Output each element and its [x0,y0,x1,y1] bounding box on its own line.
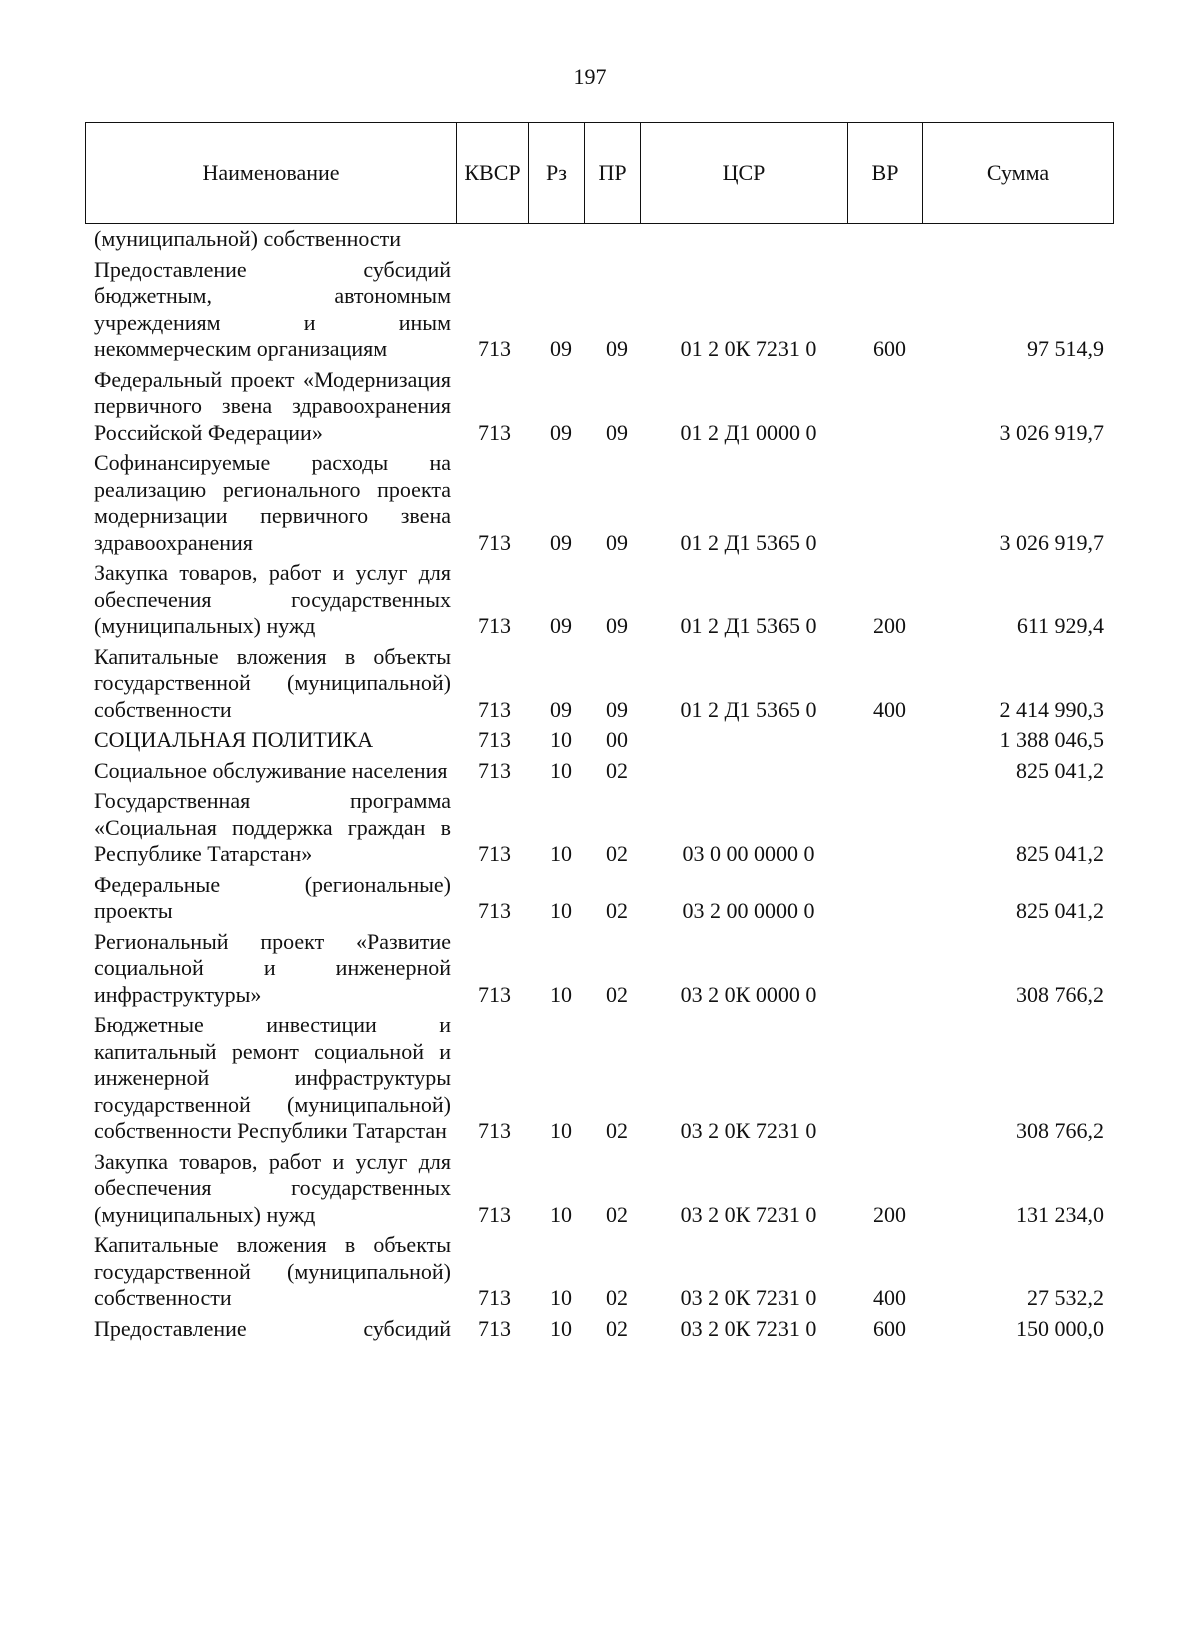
header-rz: Рз [529,123,585,224]
row-vr: 600 [873,336,906,361]
row-csr: 03 0 00 0000 0 [682,841,815,866]
row-kvsr: 713 [478,336,511,361]
table-row [85,1012,1113,1145]
row-csr: 03 2 0К 0000 0 [680,981,817,1007]
row-pr: 02 [606,757,628,783]
header-sum: Сумма [923,123,1114,224]
table-header [85,122,1114,224]
row-rz: 09 [550,419,572,445]
row-csr: 01 2 0К 7231 0 [680,336,817,361]
header-csr: ЦСР [641,123,848,224]
page-number: 197 [573,64,607,89]
row-kvsr: 713 [478,757,511,783]
row-sum: 97 514,9 [1027,336,1104,361]
row-sum: 3 026 919,7 [999,529,1104,555]
row-name: СОЦИАЛЬНАЯ ПОЛИТИКА [94,727,374,752]
table-row [85,788,1113,868]
row-csr: 03 2 00 0000 0 [682,898,815,923]
row-rz: 09 [550,529,572,555]
table-row [85,929,1113,1009]
row-rz: 10 [550,981,572,1007]
row-sum: 3 026 919,7 [999,419,1104,445]
table-body [85,226,1113,1346]
row-pr: 09 [606,336,628,361]
row-name: Предоставление субсидий бюджетным, автономным учреждениям и иным некоммерческим организациям [94,256,451,361]
header-pr: ПР [585,123,641,224]
row-pr: 09 [606,613,628,638]
row-kvsr: 713 [478,1315,511,1341]
table-row [85,367,1113,447]
row-pr: 02 [606,1285,628,1310]
row-pr: 02 [606,1118,628,1143]
row-kvsr: 713 [478,727,511,752]
row-name: Капитальные вложения в объекты государственной (муниципальной) собственности [94,1232,451,1310]
row-rz: 10 [550,1315,572,1341]
row-kvsr: 713 [478,1285,511,1310]
row-rz: 10 [550,727,572,752]
row-csr: 01 2 Д1 5365 0 [680,529,817,555]
row-name: Федеральный проект «Модернизация первичного звена здравоохранения Российской Федерации» [94,366,451,445]
row-name: Региональный проект «Развитие социальной и инженерной инфраструктуры» [94,928,451,1007]
row-vr: 400 [873,696,906,722]
row-name: Закупка товаров, работ и услуг для обеспечения государственных (муниципальных) нужд [94,560,451,638]
row-sum: 308 766,2 [1016,981,1104,1007]
table-row [85,450,1113,556]
row-kvsr: 713 [478,981,511,1007]
row-kvsr: 713 [478,1201,511,1227]
row-sum: 150 000,0 [1016,1315,1104,1341]
table-row [85,1149,1113,1229]
row-csr: 03 2 0К 7231 0 [680,1201,817,1227]
row-kvsr: 713 [478,898,511,923]
row-name: (муниципальной) собственности [94,226,402,251]
header-vr: ВР [848,123,923,224]
row-csr: 01 2 Д1 5365 0 [680,696,817,722]
row-pr: 09 [606,419,628,445]
row-csr: 03 2 0К 7231 0 [680,1315,817,1341]
row-name: Социальное обслуживание населения [94,757,448,783]
row-rz: 10 [550,757,572,783]
row-sum: 825 041,2 [1016,841,1104,866]
row-sum: 825 041,2 [1016,757,1104,783]
table-row [85,1316,1113,1343]
row-sum: 1 388 046,5 [999,727,1104,752]
row-sum: 2 414 990,3 [999,696,1104,722]
row-sum: 27 532,2 [1027,1285,1104,1310]
row-rz: 10 [550,841,572,866]
row-kvsr: 713 [478,1118,511,1143]
table-row [85,872,1113,925]
row-rz: 10 [550,898,572,923]
table-row [85,560,1113,640]
header-name: Наименование [86,123,457,224]
row-sum: 308 766,2 [1016,1118,1104,1143]
header-kvsr: КВСР [457,123,529,224]
row-pr: 02 [606,981,628,1007]
table-row [85,257,1113,363]
row-rz: 10 [550,1201,572,1227]
row-kvsr: 713 [478,696,511,722]
table-row [85,758,1113,785]
row-name: Капитальные вложения в объекты государственной (муниципальной) собственности [94,643,451,722]
row-rz: 10 [550,1285,572,1310]
row-sum: 611 929,4 [1016,613,1104,638]
row-pr: 02 [606,898,628,923]
row-csr: 01 2 Д1 5365 0 [680,613,817,638]
row-name: Федеральные (региональные) проекты [94,871,451,923]
row-kvsr: 713 [478,529,511,555]
row-sum: 131 234,0 [1016,1201,1104,1227]
row-kvsr: 713 [478,613,511,638]
table-row [85,1232,1113,1312]
row-name: Бюджетные инвестиции и капитальный ремонт социальной и инженерной инфраструктуры государственной (муниципальной) собственности Республики Татарстан [94,1012,451,1143]
row-vr: 600 [873,1315,906,1341]
row-rz: 09 [550,336,572,361]
row-vr: 200 [873,1201,906,1227]
row-csr: 03 2 0К 7231 0 [680,1285,817,1310]
row-rz: 10 [550,1118,572,1143]
table-row [85,727,1113,754]
row-rz: 09 [550,696,572,722]
table-row [85,226,1113,253]
row-pr: 09 [606,696,628,722]
row-pr: 02 [606,841,628,866]
row-name: Закупка товаров, работ и услуг для обеспечения государственных (муниципальных) нужд [94,1148,451,1227]
row-pr: 00 [606,727,628,752]
table-row [85,644,1113,724]
row-pr: 02 [606,1315,628,1341]
row-kvsr: 713 [478,841,511,866]
row-vr: 400 [873,1285,906,1310]
row-name: Предоставление субсидий [94,1315,451,1341]
row-name: Государственная программа «Социальная поддержка граждан в Республике Татарстан» [94,788,451,866]
row-pr: 02 [606,1201,628,1227]
row-vr: 200 [873,613,906,638]
row-rz: 09 [550,613,572,638]
row-kvsr: 713 [478,419,511,445]
row-sum: 825 041,2 [1016,898,1104,923]
row-pr: 09 [606,529,628,555]
row-csr: 01 2 Д1 0000 0 [680,419,817,445]
row-name: Софинансируемые расходы на реализацию регионального проекта модернизации первичного звена здравоохранения [94,450,451,555]
row-csr: 03 2 0К 7231 0 [680,1118,817,1143]
